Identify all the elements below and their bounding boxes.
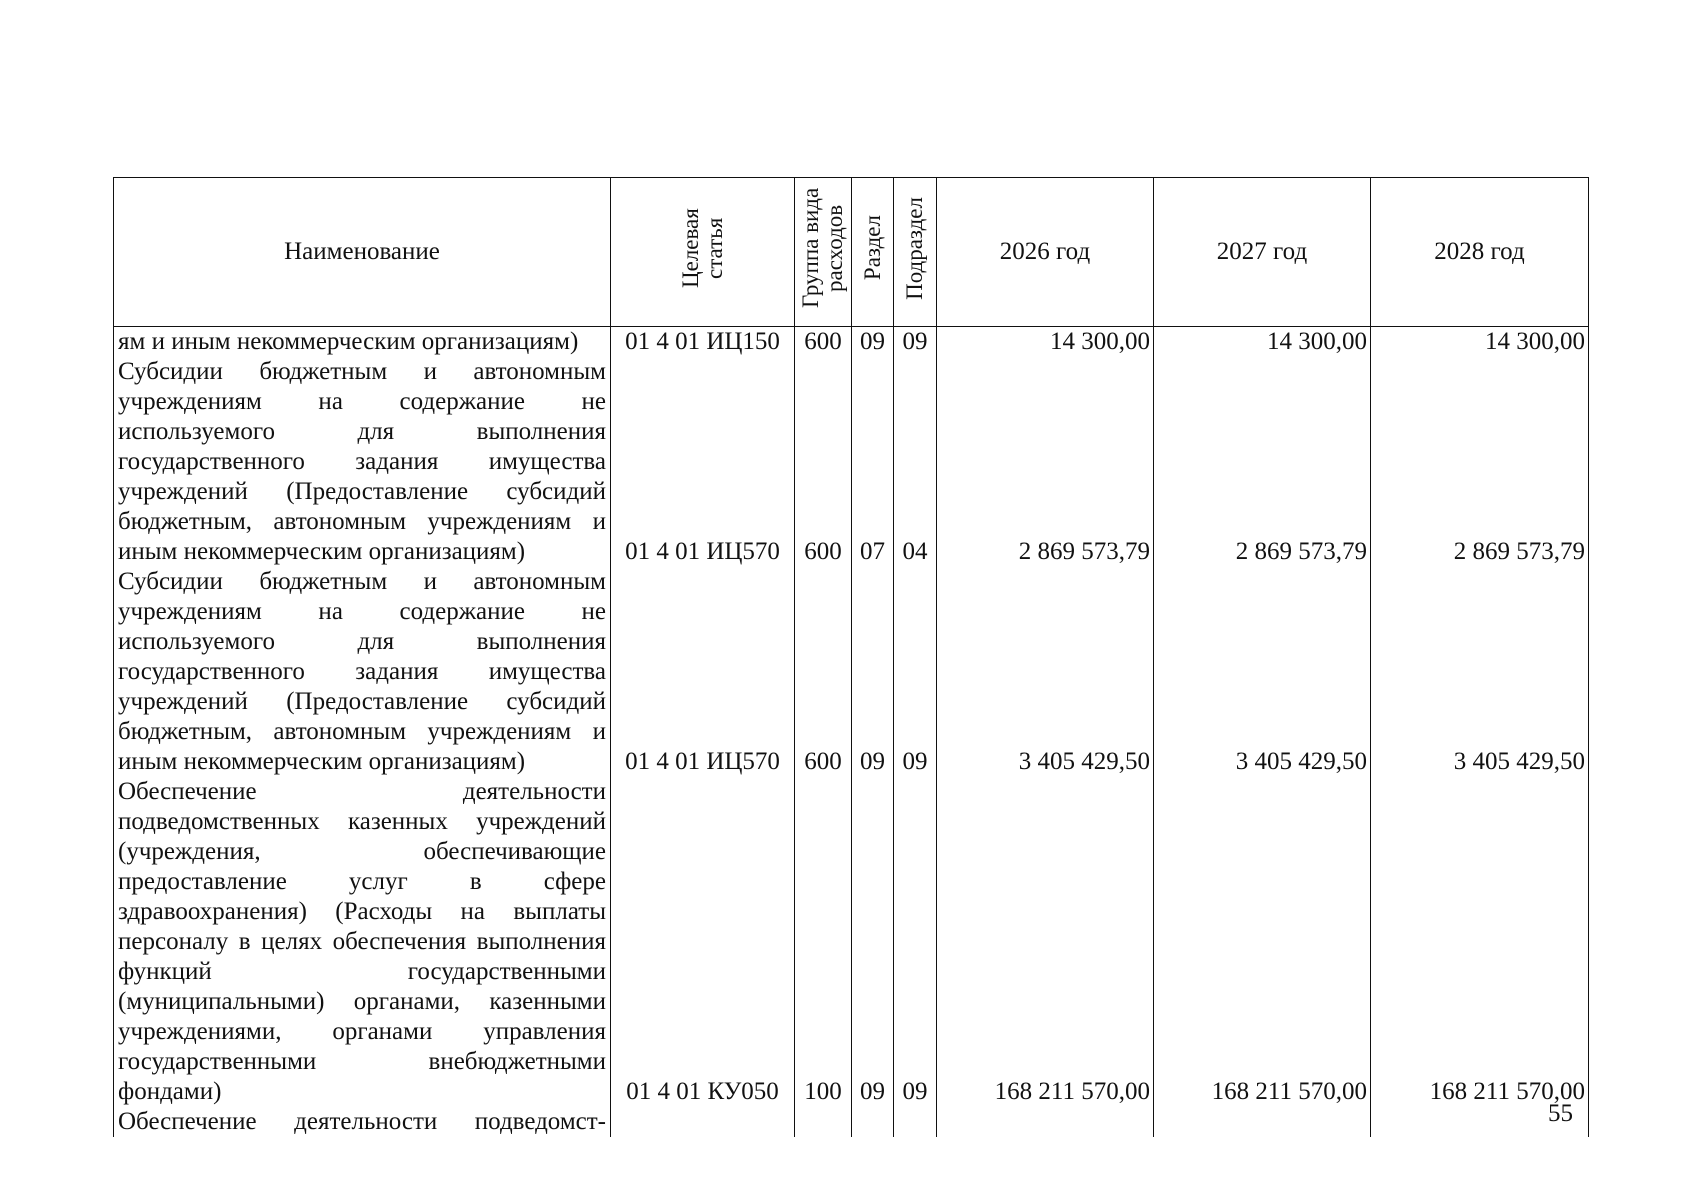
row-target-article xyxy=(611,1107,795,1137)
row-amount-2027: 3 405 429,50 xyxy=(1154,567,1371,777)
row-amount-2026: 14 300,00 xyxy=(937,327,1154,358)
row-amount-2028: 2 869 573,79 xyxy=(1371,357,1589,567)
row-name: Субсидии бюджетным и автономным учреждениям на содержание не используемого для выполнения государственного задания имущества учреждений (Предоставление субсидий бюджетным, автономным учреждениям и иным некоммерческим организациям) xyxy=(114,567,611,777)
budget-table xyxy=(113,177,1589,1137)
row-name: Обеспечение деятельности подведомст- xyxy=(114,1107,611,1137)
table-row xyxy=(114,357,1589,567)
table-row xyxy=(114,1107,1589,1137)
row-target-article: 01 4 01 ИЦ570 xyxy=(611,357,795,567)
row-amount-2026: 2 869 573,79 xyxy=(937,357,1154,567)
table-row xyxy=(114,777,1589,1107)
row-section: 07 xyxy=(852,357,894,567)
table-row xyxy=(114,327,1589,358)
row-name: ям и иным некоммерческим организациям) xyxy=(114,327,611,358)
row-section: 09 xyxy=(852,567,894,777)
header-year-2027: 2027 год xyxy=(1154,178,1371,327)
row-amount-2026: 168 211 570,00 xyxy=(937,777,1154,1107)
row-amount-2027 xyxy=(1154,1107,1371,1137)
row-amount-2027: 14 300,00 xyxy=(1154,327,1371,358)
row-amount-2027: 2 869 573,79 xyxy=(1154,357,1371,567)
row-subsection: 09 xyxy=(894,327,937,358)
row-expense-group: 600 xyxy=(795,357,852,567)
row-section: 09 xyxy=(852,777,894,1107)
row-subsection: 09 xyxy=(894,567,937,777)
header-target-article: Целевая статья xyxy=(611,178,795,327)
row-amount-2027: 168 211 570,00 xyxy=(1154,777,1371,1107)
row-target-article: 01 4 01 КУ050 xyxy=(611,777,795,1107)
table-row xyxy=(114,567,1589,777)
row-expense-group: 600 xyxy=(795,327,852,358)
row-subsection xyxy=(894,1107,937,1137)
row-amount-2028: 14 300,00 xyxy=(1371,327,1589,358)
row-expense-group: 600 xyxy=(795,567,852,777)
row-target-article: 01 4 01 ИЦ150 xyxy=(611,327,795,358)
row-expense-group: 100 xyxy=(795,777,852,1107)
row-amount-2028: 3 405 429,50 xyxy=(1371,567,1589,777)
header-expense-group: Группа вида расходов xyxy=(795,178,852,327)
header-name: Наименование xyxy=(114,178,611,327)
header-year-2026: 2026 год xyxy=(937,178,1154,327)
row-section xyxy=(852,1107,894,1137)
row-subsection: 04 xyxy=(894,357,937,567)
row-amount-2028: 168 211 570,00 xyxy=(1371,777,1589,1107)
table-header-row xyxy=(114,178,1589,327)
header-section: Раздел xyxy=(852,178,894,327)
row-name: Обеспечение деятельности подведомственных казенных учреждений (учреждения, обеспечивающие предоставление услуг в сфере здравоохранения) (Расходы на выплаты персоналу в целях обеспечения выполнения функций государственными (муниципальными) органами, казенными учреждениями, органами управления государственными внебюджетными фондами) xyxy=(114,777,611,1107)
row-expense-group xyxy=(795,1107,852,1137)
row-section: 09 xyxy=(852,327,894,358)
header-year-2028: 2028 год xyxy=(1371,178,1589,327)
page-number: 55 xyxy=(1548,1100,1573,1127)
header-subsection: Подраздел xyxy=(894,178,937,327)
row-target-article: 01 4 01 ИЦ570 xyxy=(611,567,795,777)
row-name: Субсидии бюджетным и автономным учреждениям на содержание не используемого для выполнения государственного задания имущества учреждений (Предоставление субсидий бюджетным, автономным учреждениям и иным некоммерческим организациям) xyxy=(114,357,611,567)
row-amount-2026 xyxy=(937,1107,1154,1137)
row-subsection: 09 xyxy=(894,777,937,1107)
row-amount-2026: 3 405 429,50 xyxy=(937,567,1154,777)
